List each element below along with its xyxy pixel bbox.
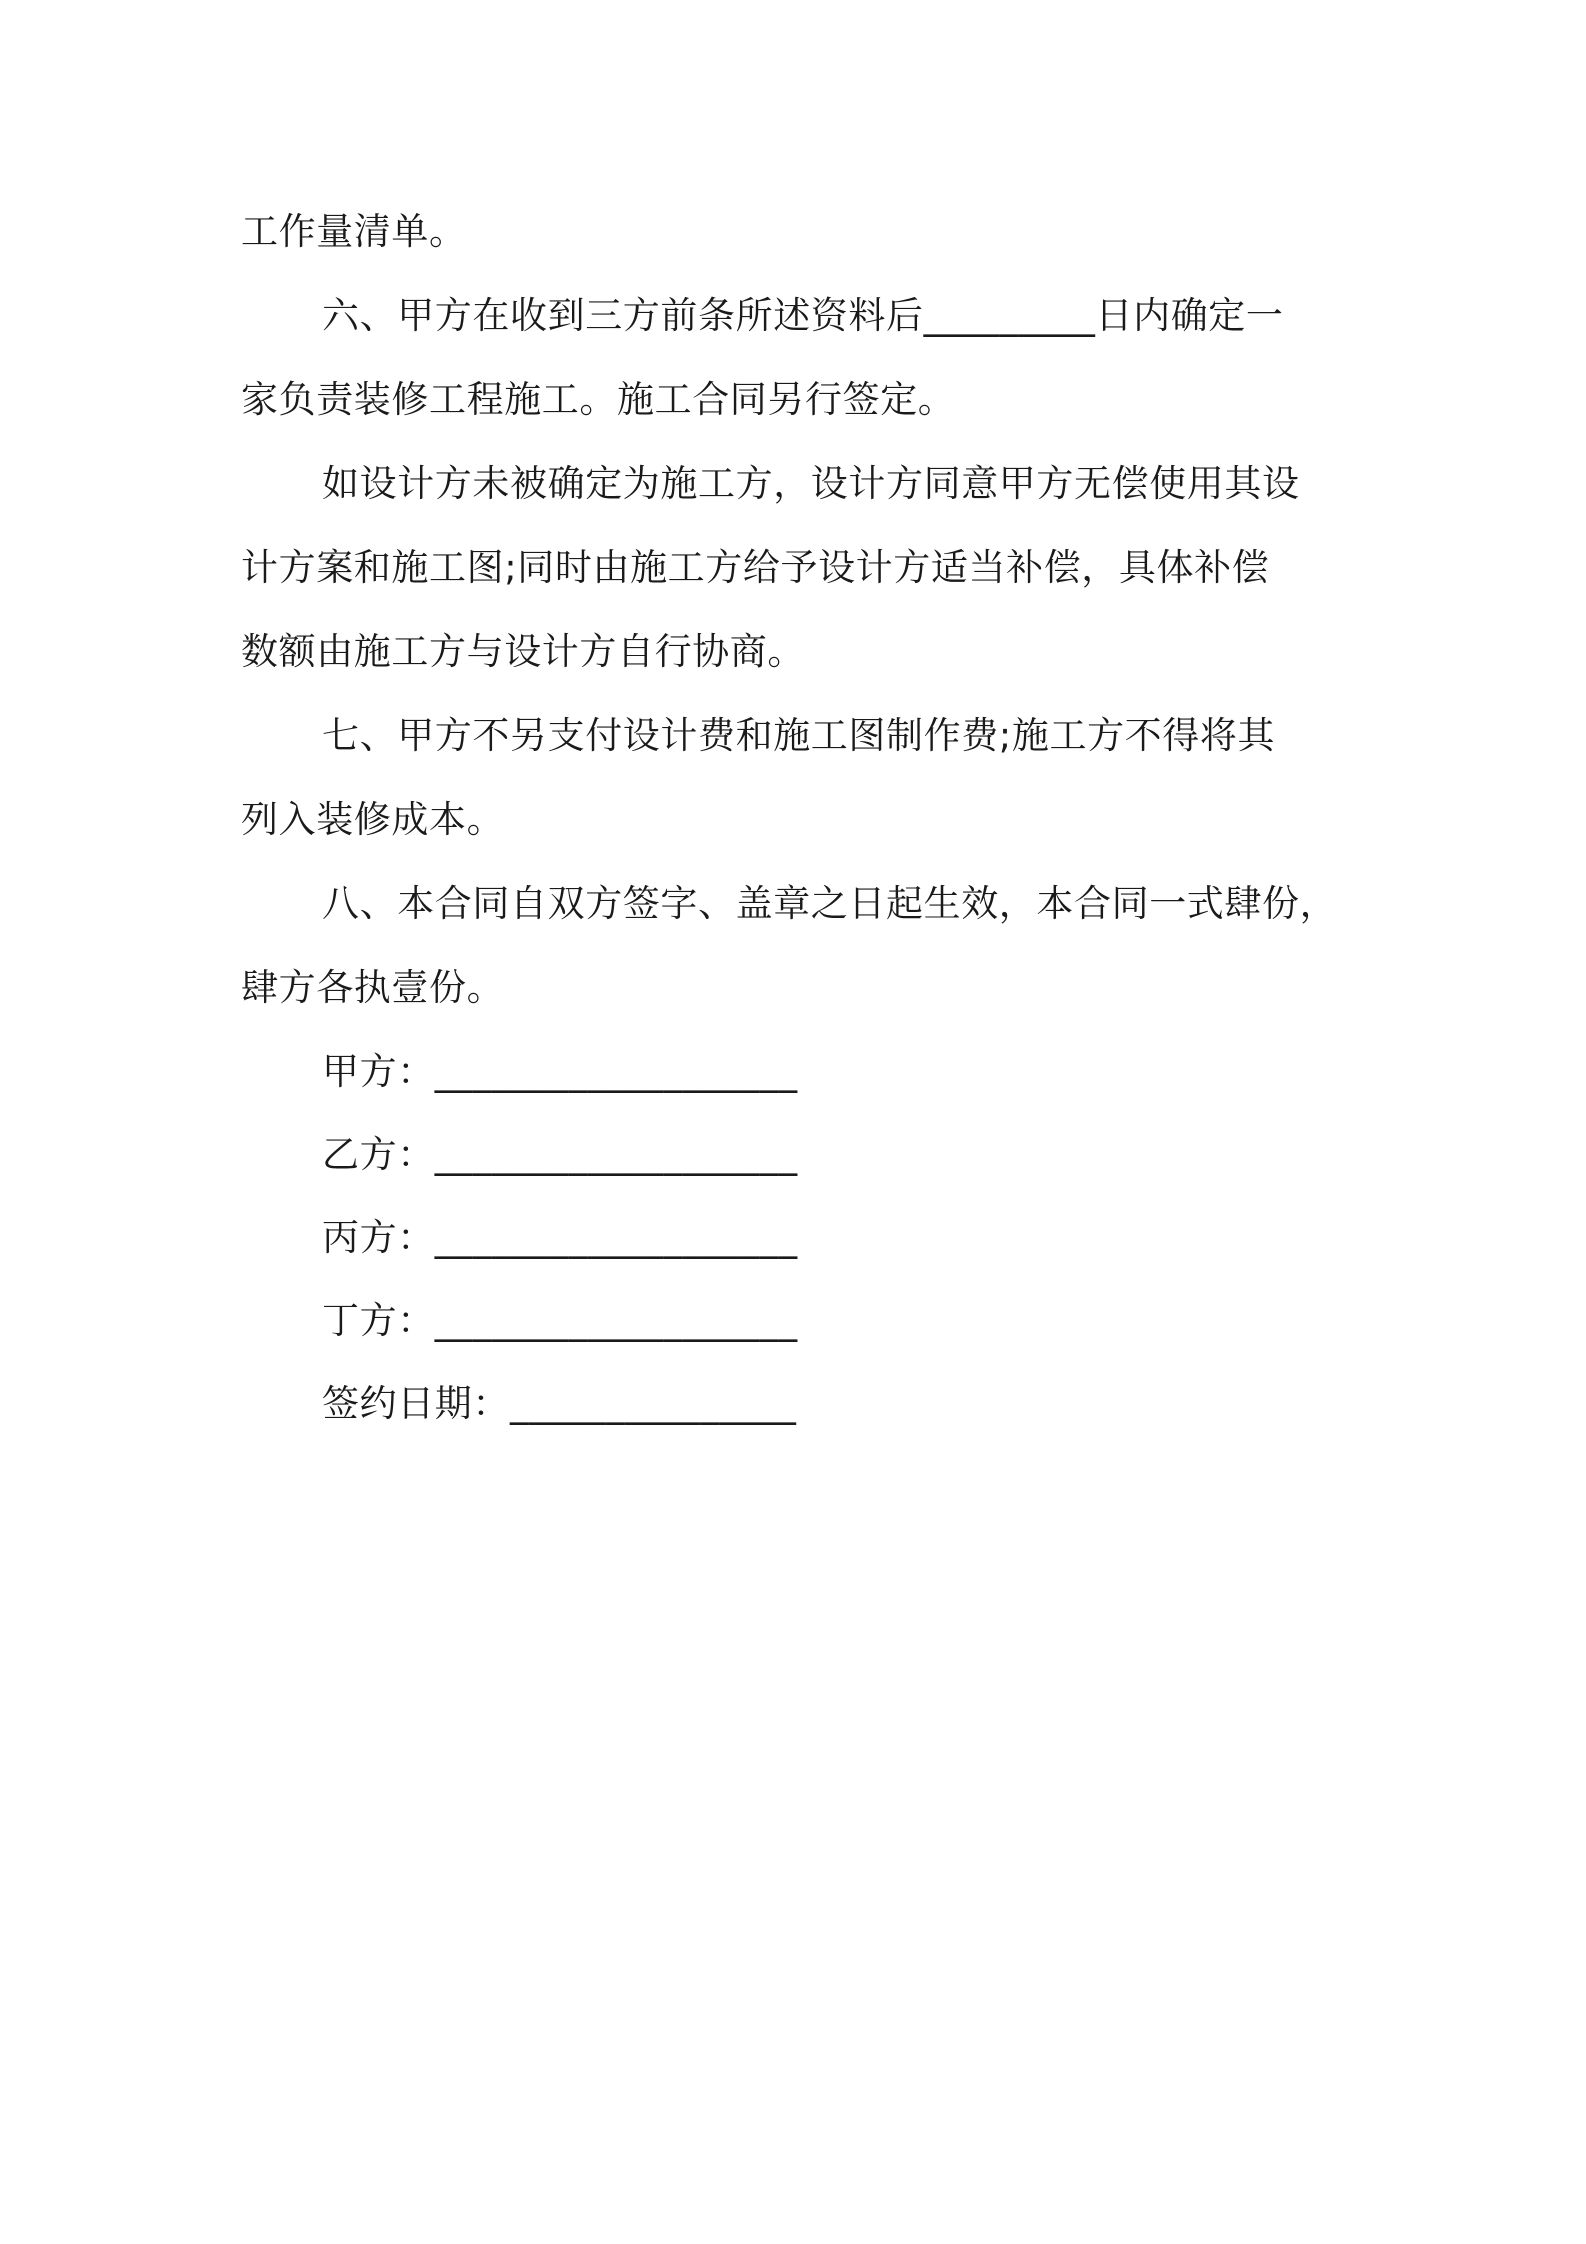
- clause-six-line-1: 六、甲方在收到三方前条所述资料后_________日内确定一: [322, 294, 1284, 337]
- contract-body: [241, 190, 1353, 1445]
- design-clause-line-2: 计方案和施工图;同时由施工方给予设计方适当补偿，具体补偿: [241, 546, 1270, 589]
- text-line: 工作量清单。: [241, 210, 467, 253]
- clause-eight-line-2: 肆方各执壹份。: [241, 966, 505, 1009]
- clause-six-line-2: 家负责装修工程施工。施工合同另行签定。: [241, 378, 956, 421]
- signature-party-c: 丙方：___________________: [322, 1216, 798, 1259]
- clause-seven-line-1: 七、甲方不另支付设计费和施工图制作费;施工方不得将其: [322, 714, 1276, 757]
- signature-party-a: 甲方：___________________: [322, 1050, 798, 1093]
- signature-party-d: 丁方：___________________: [322, 1299, 798, 1342]
- signing-date: 签约日期：_______________: [322, 1382, 797, 1425]
- design-clause-line-1: 如设计方未被确定为施工方，设计方同意甲方无偿使用其设: [322, 462, 1300, 505]
- signature-party-b: 乙方：___________________: [322, 1133, 798, 1176]
- design-clause-line-3: 数额由施工方与设计方自行协商。: [241, 630, 805, 673]
- clause-eight-line-1: 八、本合同自双方签字、盖章之日起生效，本合同一式肆份，: [322, 882, 1338, 925]
- clause-seven-line-2: 列入装修成本。: [241, 798, 505, 841]
